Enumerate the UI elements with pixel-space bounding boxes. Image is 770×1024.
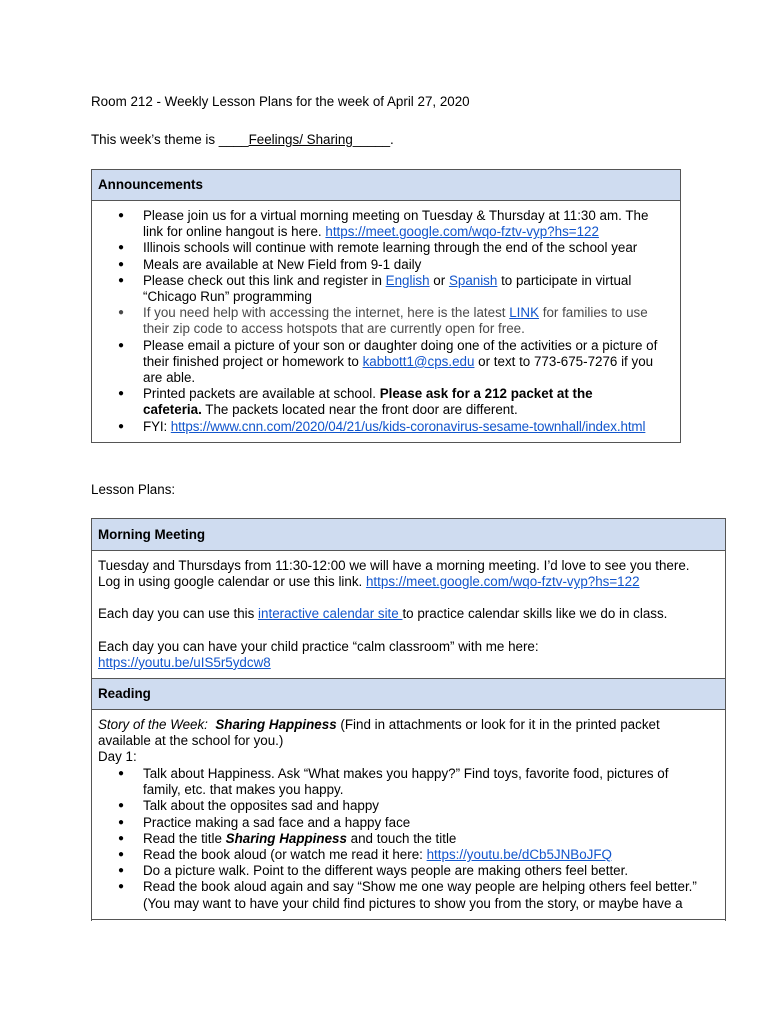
announcement-text: Printed packets are available at school. [143,386,380,402]
morning-meeting-heading: Morning Meeting [92,519,725,551]
announcements-box [91,169,681,443]
english-link[interactable]: English [385,272,430,288]
calendar-text: to practice calendar skills like we do in class. [402,606,668,622]
morning-meeting-body [98,558,720,671]
theme-prefix: This week’s theme is [91,132,216,147]
reading-title: Sharing Happiness [225,830,347,846]
list-item [92,305,678,337]
morning-meeting-line: Tuesday and Thursdays from 11:30-12:00 we will have a morning meeting. I’d love to see you there. [98,558,690,573]
reading-heading: Reading [92,678,725,710]
announcements-list [92,208,678,435]
list-item [92,386,678,418]
lesson-plans-table [91,518,726,921]
story-line [98,717,720,749]
list-item [92,831,717,847]
calendar-link[interactable]: interactive calendar site [258,606,403,622]
list-item: ● Do a picture walk. Point to the different ways people are making others feel better. [92,863,717,879]
announcement-text: FYI: [143,418,171,434]
theme-line [91,132,394,148]
calendar-text: Each day you can use this [98,606,259,622]
announcement-text: Please check out this link and register in [143,272,386,288]
document-title: Room 212 - Weekly Lesson Plans for the week of April 27, 2020 [91,94,470,109]
announcement-text: If you need help with accessing the internet, here is the latest [143,305,510,321]
table-bottom-border [91,919,726,920]
announcement-text: Please email a picture of your son or daughter doing one of the activities or a picture of their finished project or homework to [143,337,658,369]
hotspot-link[interactable]: LINK [509,305,540,321]
theme-end: . [390,132,394,147]
theme-value: Feelings/ Sharing [248,132,353,147]
list-item [92,419,678,435]
theme-blank-post: _____ [352,132,391,147]
list-item [92,208,678,240]
announcement-bold: Please ask for a 212 packet at the cafeteria. [143,386,593,418]
calendar-line [98,606,720,622]
calm-classroom-link[interactable]: https://youtu.be/uIS5r5ydcw8 [98,654,271,670]
list-item [92,273,678,305]
day-label: Day 1: [98,749,137,765]
announcement-text: or text to 773-675-7276 if you are able. [143,353,654,386]
list-item: ● Practice making a sad face and a happy face [92,815,717,831]
story-title: Sharing Happiness [215,717,337,732]
announcement-text: Please join us for a virtual morning meeting on Tuesday & Thursday at 11:30 am. The link for online hangout is here. [143,208,649,240]
reading-body [98,717,720,766]
list-item: ● Read the book aloud again and say “Show me one way people are helping others feel better.” (You may want to have your child find pictures to show you from the story, or maybe have a [92,879,717,911]
calm-classroom-line: Each day you can have your child practice “calm classroom” with me here: [98,638,539,654]
lesson-plans-label: Lesson Plans: [91,482,176,497]
morning-meeting-line [98,574,720,590]
reading-list [92,766,717,912]
spanish-link[interactable]: Spanish [448,272,498,288]
list-item: ● Illinois schools will continue with remote learning through the end of the school year [92,240,678,256]
list-item: ● Talk about the opposites sad and happy [92,798,717,814]
meeting-link[interactable]: https://meet.google.com/wqo-fztv-vyp?hs=122 [325,224,599,240]
list-item: ● Meals are available at New Field from 9-1 daily [92,257,678,273]
theme-blank-pre: ____ [218,132,249,147]
meeting-link-2[interactable]: https://meet.google.com/wqo-fztv-vyp?hs=122 [365,574,640,590]
announcement-text: for families to use their zip code to access hotspots that are currently open for free. [143,305,648,337]
reading-text: and touch the title [346,830,457,846]
announcement-text: or [429,272,449,288]
story-label: Story of the Week: [98,717,208,732]
list-item: ● Talk about Happiness. Ask “What makes you happy?” Find toys, favorite food, pictures of family, etc. that makes you happy. [92,766,717,798]
list-item [92,338,678,387]
list-item [92,847,717,863]
announcement-text: to participate in virtual “Chicago Run” programming [143,272,632,305]
reading-text: Read the title [143,830,226,846]
read-aloud-link[interactable]: https://youtu.be/dCb5JNBoJFQ [426,847,612,863]
announcement-text: The packets located near the front door are different. [201,402,518,418]
announcements-heading: Announcements [92,170,680,201]
reading-text: Read the book aloud (or watch me read it here: [143,847,427,863]
cnn-link[interactable]: https://www.cnn.com/2020/04/21/us/kids-coronavirus-sesame-townhall/index.html [170,418,646,434]
story-note: (Find in attachments or look for it in the printed packet available at the school for you.) [98,717,660,749]
email-link[interactable]: kabbott1@cps.edu [362,353,475,369]
morning-meeting-text: Log in using google calendar or use this link. [98,574,366,590]
